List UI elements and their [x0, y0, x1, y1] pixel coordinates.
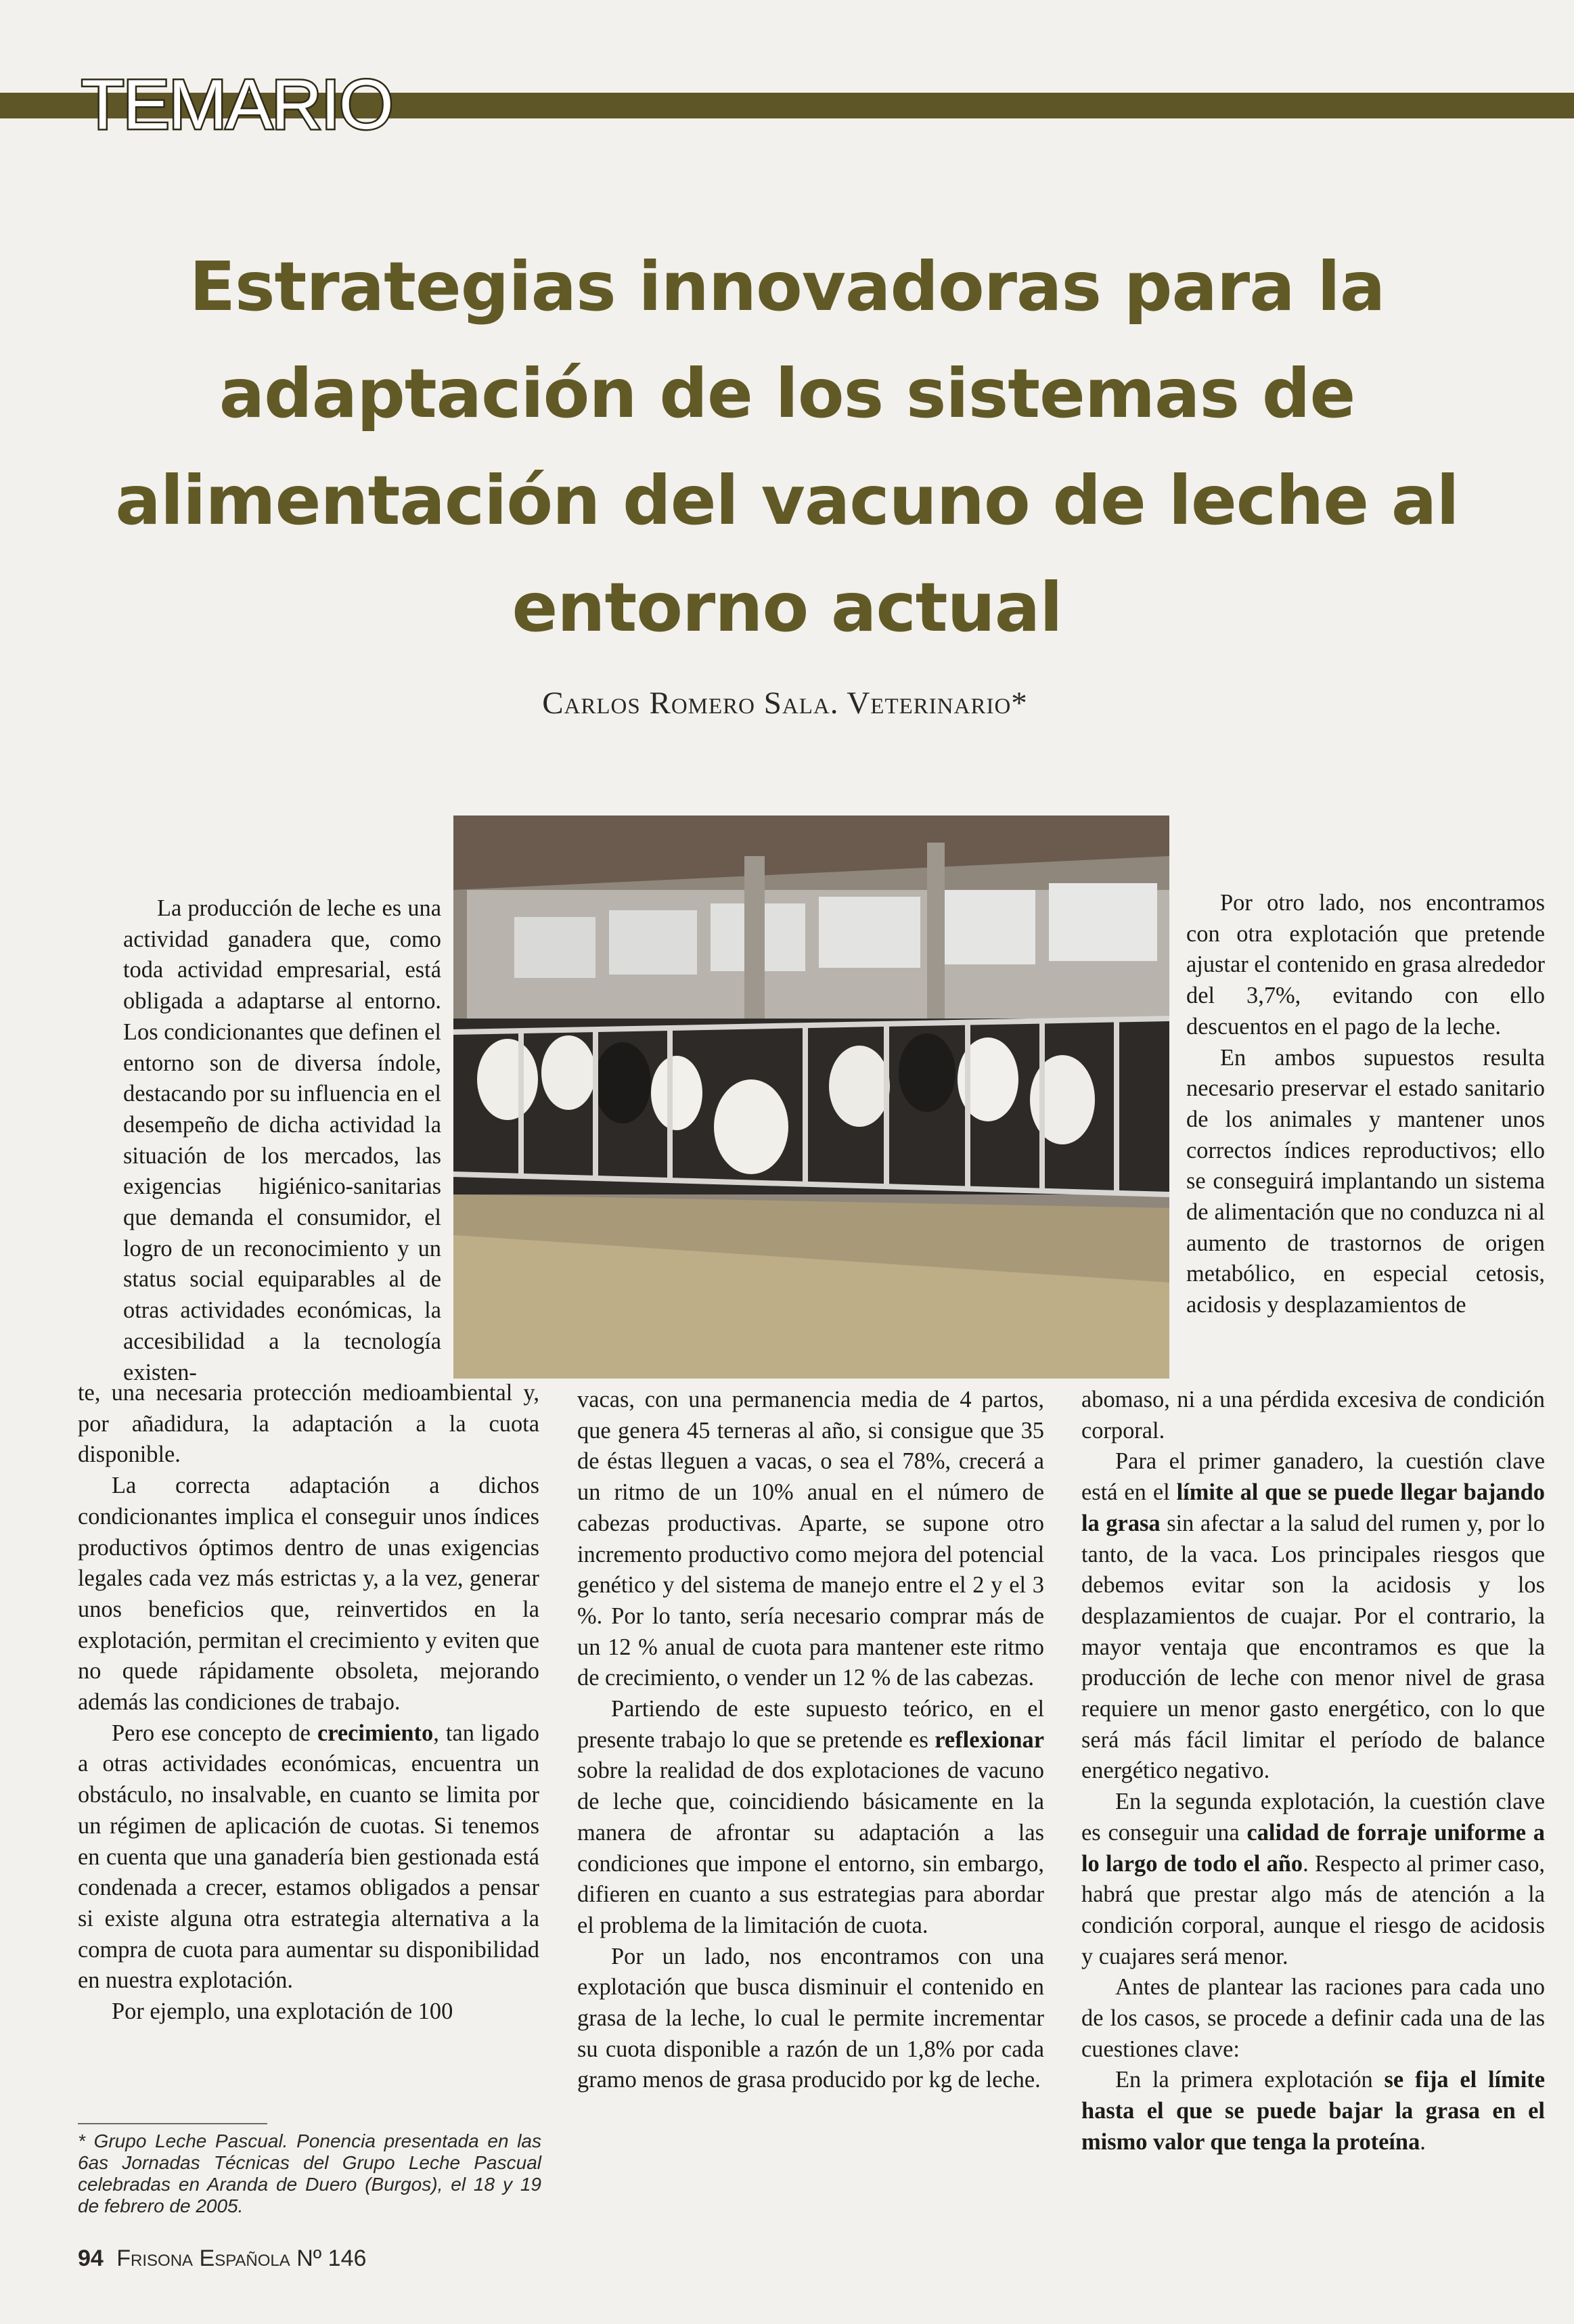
paragraph: Pero ese concepto de crecimiento, tan ligado a otras actividades económicas, encuentra un obstáculo, no insalvable, en cuanto se limita por un régimen de aplicación de cuotas. Si tenemos en cuenta que una ganadería bien gestionada está condenada a crecer, estamos obligados a pensar si existe alguna otra estrategia alternativa a la compra de cuota para aumentar su disponibilidad en nuestra explotación. — [78, 1720, 539, 1994]
paragraph: La correcta adaptación a dichos condicionantes implica el conseguir unos índices productivos óptimos dentro de unas exigencias legales cada vez más estrictas y, a la vez, generar unos beneficios que, reinvertidos en la explotación, permitan el crecimiento y eviten que no quede rápidamente obsoleta, mejorando además las condiciones de trabajo. — [78, 1473, 539, 1716]
section-label: TEMARIO — [81, 66, 392, 144]
paragraph: La producción de leche es una actividad ganadera que, como toda actividad empresarial, está obligada a adaptarse al entorno. Los condicionantes que definen el entorno son de diversa índole, destacando por su influencia en el desempeño de dicha actividad la situación de los mercados, las exigencias higiénico-sanitarias que demanda el consumidor, el logro de un reconocimiento y un status social equiparables al de otras actividades económicas, la accesibilidad a la tecnología existen- — [123, 895, 441, 1385]
paragraph: Por un lado, nos encontramos con una explotación que busca disminuir el contenido en grasa de la leche, lo cual le permite incrementar su cuota disponible a razón de un 1,8% por cada gramo menos de grasa producido por kg de leche. — [577, 1943, 1044, 2093]
paragraph: En la primera explotación se fija el límite hasta el que se puede bajar la grasa en el mismo valor que tenga la proteína. — [1081, 2067, 1546, 2155]
footnote-divider — [78, 2123, 267, 2124]
magazine-name: Frisona Española — [116, 2245, 290, 2271]
barn-cows-photo — [453, 815, 1169, 1379]
bold-term: se fija el límite hasta el que se puede bajar la grasa en el mismo valor que tenga la proteína — [1081, 2067, 1546, 2155]
paragraph: te, una necesaria protección medioambiental y, por añadidura, la adaptación a la cuota disponible. — [78, 1380, 539, 1468]
article-byline: Carlos Romero Sala. Veterinario* — [542, 686, 1028, 721]
page-number: 94 — [78, 2245, 104, 2271]
paragraph: Partiendo de este supuesto teórico, en el presente trabajo lo que se pretende es reflexionar sobre la realidad de dos explotaciones de vacuno de leche que, coincidiendo básicamente en la manera de afrontar su adaptación a las condiciones que impone el entorno, sin embargo, difieren en cuanto a sus estrategias para abordar el problema de la limitación de cuota. — [577, 1696, 1044, 1938]
paragraph: Por ejemplo, una explotación de 100 — [112, 1998, 453, 2025]
paragraph: Por otro lado, nos encontramos con otra explotación que pretende ajustar el contenido en grasa alrededor del 3,7%, evitando con ello descuentos en el pago de la leche. — [1186, 890, 1545, 1040]
paragraph: vacas, con una permanencia media de 4 partos, que genera 45 terneras al año, si consigue que 35 de éstas lleguen a vacas, o sea el 78%, crecerá a un ritmo de un 10% anual en el número de cabezas productivas. Aparte, se supone otro incremento productivo como mejora del potencial genético y del sistema de manejo entre el 2 y el 3 %. Por lo tanto, sería necesario comprar más de un 12 % anual de cuota para mantener este ritmo de crecimiento, o vender un 12 % de las cabezas. — [577, 1387, 1044, 1691]
column-3-bottom — [1081, 1385, 1545, 2158]
paragraph: Para el primer ganadero, la cuestión clave está en el límite al que se puede llegar bajando la grasa sin afectar a la salud del rumen y, por lo tanto, de la vaca. Los principales riesgos que debemos evitar son la acidosis y los desplazamientos de cuajar. Por el contrario, la mayor ventaja que encontramos es que la producción de leche con menor nivel de grasa requiere un menor gasto energético, con lo que será más fácil limitar el período de balance energético negativo. — [1081, 1448, 1545, 1784]
author-footnote: * Grupo Leche Pascual. Ponencia presentada en las 6as Jornadas Técnicas del Grupo Leche Pascual celebradas en Aranda de Duero (Burgos), el 18 y 19 de febrero de 2005. — [78, 2130, 541, 2216]
column-2 — [577, 1385, 1044, 2096]
issue-number: Nº 146 — [296, 2245, 367, 2271]
bold-term: crecimiento — [317, 1720, 434, 1746]
paragraph: Antes de plantear las raciones para cada uno de los casos, se procede a definir cada una de las cuestiones clave: — [1081, 1974, 1545, 2062]
article-title: Estrategias innovadoras para la adaptación de los sistemas de alimentación del vacuno de leche al entorno actual — [115, 247, 1459, 647]
page-footer — [78, 2245, 366, 2272]
column-3-top — [1186, 888, 1545, 1321]
bold-term: reflexionar — [935, 1726, 1044, 1753]
column-1-bottom — [78, 1378, 539, 2028]
paragraph: En ambos supuestos resulta necesario preservar el estado sanitario de los animales y mantener unos correctos índices reproductivos; ello se conseguirá implantando un sistema de alimentación que no conduzca ni al aumento de trastornos de origen metabólico, en especial cetosis, acidosis y desplazamientos de — [1186, 1044, 1545, 1318]
bold-term: límite al que se puede llegar bajando la grasa — [1081, 1479, 1545, 1536]
paragraph: En la segunda explotación, la cuestión clave es conseguir una calidad de forraje uniforme a lo largo de todo el año. Respecto al primer caso, habrá que prestar algo más de atención a la condición corporal, aunque el riesgo de acidosis y cuajares será menor. — [1081, 1789, 1545, 1969]
paragraph: abomaso, ni a una pérdida excesiva de condición corporal. — [1081, 1387, 1545, 1444]
column-1-top — [123, 893, 441, 1388]
bold-term: calidad de forraje uniforme a lo largo de todo el año — [1081, 1819, 1545, 1877]
